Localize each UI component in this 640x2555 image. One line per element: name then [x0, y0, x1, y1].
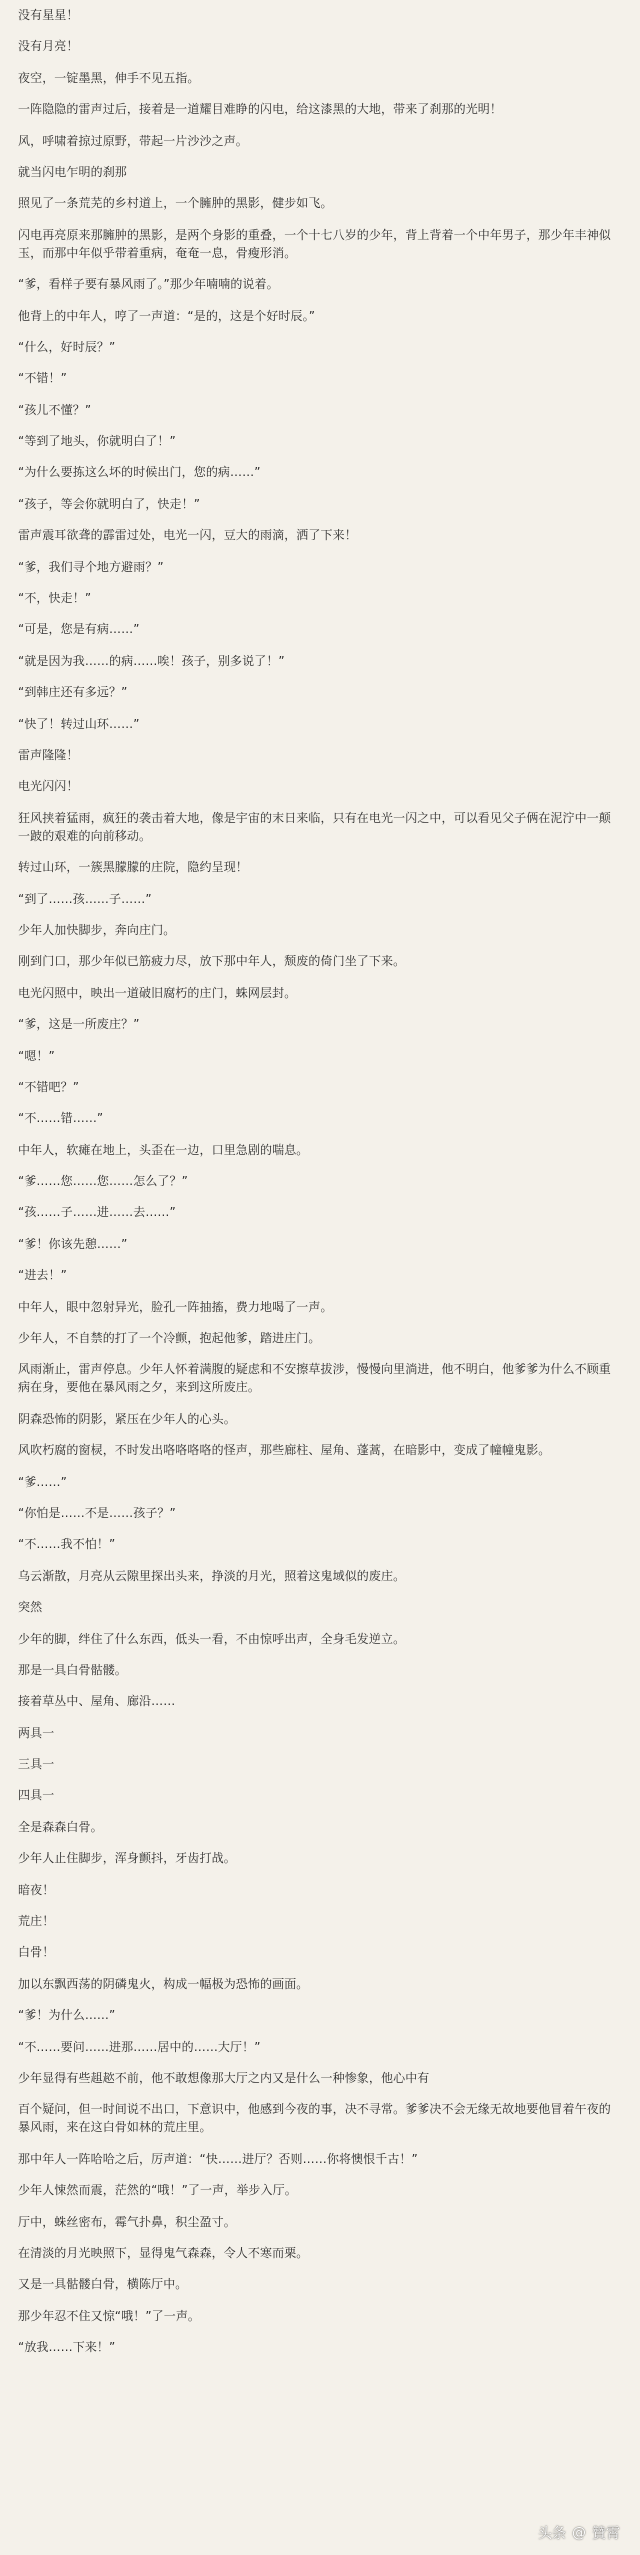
paragraph: 少年人悚然而震，茫然的“哦！”了一声，举步入厅。	[18, 2183, 297, 2198]
paragraph: 照见了一条荒芜的乡村道上，一个臃肿的黑影，健步如飞。	[18, 196, 333, 211]
paragraph: “不，快走！”	[18, 591, 92, 606]
paragraph: 电光闪闪！	[18, 779, 79, 794]
paragraph: 少年人加快脚步，奔向庄门。	[18, 922, 176, 937]
paragraph: 中年人，软瘫在地上，头歪在一边，口里急剧的喘息。	[18, 1142, 309, 1157]
paragraph: “爹，看样子要有暴风雨了。”那少年喃喃的说着。	[18, 277, 279, 292]
paragraph: 就当闪电乍明的刹那	[18, 164, 127, 179]
paragraph: “到韩庄还有多远？”	[18, 685, 128, 700]
paragraph: “就是因为我……的病……唉！孩子，别多说了！”	[18, 653, 285, 668]
paragraph: 百个疑问，但一时间说不出口，下意识中，他感到今夜的事，决不寻常。爹爹决不会无缘无故地要他冒着午夜的暴风雨，来在这白骨如林的荒庄里。	[18, 2102, 611, 2135]
paragraph: 四具一	[18, 1788, 55, 1803]
paragraph: 又是一具骷髅白骨，横陈厅中。	[18, 2277, 188, 2292]
paragraph: 没有星星！	[18, 8, 79, 22]
paragraph: 雷声震耳欲聋的霹雷过处，电光一闪，豆大的雨滴，洒了下来！	[18, 528, 357, 543]
paragraph: 那中年人一阵哈哈之后，厉声道：“快……进厅？否则……你将懊恨千古！”	[18, 2151, 418, 2166]
paragraph: 少年人，不自禁的打了一个冷颤，抱起他爹，踏进庄门。	[18, 1331, 321, 1346]
paragraph: “爹……”	[18, 1474, 67, 1489]
paragraph: “不……错……”	[18, 1111, 104, 1126]
paragraph: “孩……子……进……去……”	[18, 1205, 176, 1220]
paragraph: 夜空，一锭墨黑，伸手不见五指。	[18, 70, 200, 85]
paragraph: 那是一具白骨骷髅。	[18, 1662, 127, 1677]
paragraph: 乌云渐散，月亮从云隙里探出头来，挣淡的月光，照着这鬼域似的废庄。	[18, 1568, 406, 1583]
paragraph: “快了！转过山环……”	[18, 716, 140, 731]
watermark-author: 贊霄	[592, 2526, 620, 2542]
paragraph: “什么，好时辰？”	[18, 339, 116, 354]
paragraph: “不……我不怕！”	[18, 1537, 116, 1552]
paragraph: “爹！你该先憩……”	[18, 1236, 128, 1251]
paragraph: 少年的脚，绊住了什么东西，低头一看，不由惊呼出声，全身毛发逆立。	[18, 1631, 406, 1646]
paragraph: “爹……您……您……怎么了？”	[18, 1174, 188, 1189]
paragraph: “爹，我们寻个地方避雨？”	[18, 559, 164, 574]
paragraph: “孩儿不懂？”	[18, 402, 92, 417]
paragraph: “爹，这是一所废庄？”	[18, 1017, 140, 1032]
paragraph: “可是，您是有病……”	[18, 622, 140, 637]
paragraph: 三具一	[18, 1757, 55, 1772]
paragraph: 转过山环，一簇黑朦朦的庄院，隐约呈现！	[18, 860, 248, 875]
paragraph: “放我……下来！”	[18, 2340, 116, 2355]
paragraph: 全是森森白骨。	[18, 1819, 103, 1834]
paragraph: “等到了地头，你就明白了！”	[18, 434, 176, 449]
paragraph: “爹！为什么……”	[18, 2008, 116, 2023]
paragraph: “进去！”	[18, 1268, 67, 1283]
paragraph: 接着草丛中、屋角、廊沿……	[18, 1694, 176, 1709]
paragraph: 在清淡的月光映照下，显得鬼气森森，令人不寒而栗。	[18, 2245, 309, 2260]
paragraph: “为什么要拣这么坏的时候出门，您的病……”	[18, 465, 261, 480]
paragraph: “孩子，等会你就明白了，快走！”	[18, 496, 201, 511]
paragraph: 白骨！	[18, 1945, 55, 1960]
paragraph: 他背上的中年人，哼了一声道：“是的，这是个好时辰。”	[18, 308, 316, 323]
watermark-separator: @	[572, 2525, 586, 2541]
paragraph: 风吹朽腐的窗棂，不时发出咯咯咯咯的怪声，那些廊柱、屋角、蓬蒿，在暗影中，变成了幢幢鬼影。	[18, 1443, 551, 1458]
watermark-source: 头条	[538, 2526, 566, 2542]
paragraph: “到了……孩……子……”	[18, 891, 152, 906]
paragraph: 没有月亮！	[18, 39, 79, 54]
paragraph: “不错！”	[18, 371, 67, 386]
paragraph: 电光闪照中，映出一道破旧腐朽的庄门，蛛网层封。	[18, 985, 297, 1000]
paragraph: “不错吧？”	[18, 1079, 80, 1094]
paragraph: 荒庄！	[18, 1914, 55, 1929]
paragraph: 狂风挟着猛雨，疯狂的袭击着大地，像是宇宙的末日来临，只有在电光一闪之中，可以看见父子俩在泥泞中一颠一跛的艰难的向前移动。	[18, 810, 611, 843]
paragraph: 风雨渐止，雷声停息。少年人怀着满腹的疑虑和不安擦草拔涉，慢慢向里淌进，他不明白，他爹爹为什么不顾重病在身，要他在暴风雨之夕，来到这所废庄。	[18, 1362, 611, 1395]
paragraph: 一阵隐隐的雷声过后，接着是一道耀目难睁的闪电，给这漆黑的大地，带来了刹那的光明！	[18, 102, 503, 117]
paragraph: 那少年忍不住又惊“哦！”了一声。	[18, 2308, 201, 2323]
paragraph: 刚到门口，那少年似已筋疲力尽，放下那中年人，颓废的倚门坐了下来。	[18, 954, 406, 969]
paragraph: 加以东飘西荡的阴磷鬼火，构成一幅极为恐怖的画面。	[18, 1976, 309, 1991]
paragraph: 风，呼啸着掠过原野，带起一片沙沙之声。	[18, 133, 248, 148]
paragraph: 闪电再亮原来那臃肿的黑影，是两个身影的重叠，一个十七八岁的少年，背上背着一个中年男子，那少年丰神似玉，而那中年似乎带着重病，奄奄一息，骨瘦形消。	[18, 227, 611, 260]
paragraph: 暗夜！	[18, 1882, 55, 1897]
paragraph: 少年显得有些趄趑不前，他不敢想像那大厅之内又是什么一种惨象，他心中有	[18, 2071, 430, 2085]
paragraph: “你怕是……不是……孩子？”	[18, 1505, 176, 1520]
paragraph: 突然	[18, 1600, 43, 1615]
watermark	[538, 2523, 620, 2543]
paragraph: 雷声隆隆！	[18, 747, 79, 762]
paragraph: 厅中，蛛丝密布，霉气扑鼻，积尘盈寸。	[18, 2214, 236, 2229]
paragraph: “嗯！”	[18, 1048, 55, 1063]
paragraph: 两具一	[18, 1725, 55, 1740]
paragraph: 阴森恐怖的阴影，紧压在少年人的心头。	[18, 1411, 236, 1426]
paragraph: “不……要问……进那……居中的……大厅！”	[18, 2039, 261, 2054]
paragraph: 少年人止住脚步，浑身颤抖，牙齿打战。	[18, 1851, 236, 1866]
paragraph: 中年人，眼中忽射异光，脸孔一阵抽搐，费力地喝了一声。	[18, 1299, 333, 1314]
